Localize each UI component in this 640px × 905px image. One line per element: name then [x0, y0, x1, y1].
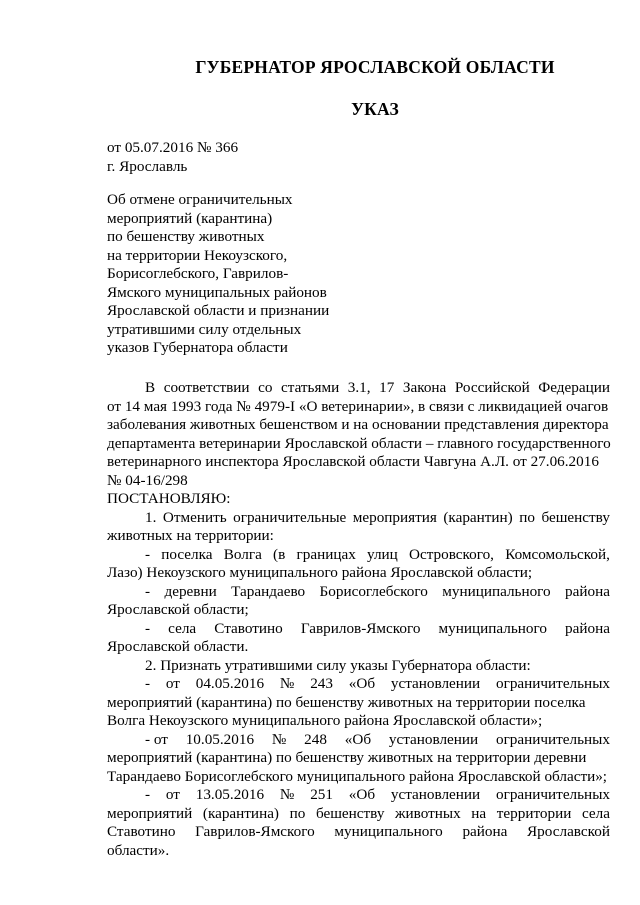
item1-sub-line	[107, 620, 610, 639]
item2-sub-line	[107, 675, 610, 694]
word: - от	[145, 730, 168, 748]
word: установлении	[388, 730, 479, 748]
word: «Об	[348, 786, 376, 803]
word: бешенству	[541, 508, 610, 526]
word: 13.05.2016	[195, 786, 265, 803]
word: улиц	[367, 545, 398, 563]
item2-sub-line: Тарандаево Борисоглебского муниципального района Ярославской области»;	[107, 767, 608, 785]
item1-sub-line: Ярославской области.	[107, 638, 249, 655]
word: №	[279, 786, 295, 803]
word: 3.1,	[347, 379, 371, 396]
word: мероприятия	[352, 508, 437, 526]
word: на	[471, 804, 487, 822]
item2-sub-line: области».	[107, 841, 170, 859]
word: муниципального	[334, 823, 443, 840]
subject-line: Ярославской области и признании	[107, 302, 330, 319]
word: Закона	[402, 379, 447, 396]
subject-line: на территории Некоузского,	[107, 246, 288, 264]
item2-sub-line: Волга Некоузского муниципального района Ярославской области»;	[107, 712, 543, 729]
word: -	[145, 582, 151, 600]
word: №	[271, 730, 287, 748]
word: района	[462, 823, 508, 840]
word: района	[565, 619, 610, 637]
word: Гаврилов-Ямского	[195, 823, 315, 840]
word: «Об	[344, 730, 372, 748]
word: 248	[304, 730, 327, 748]
preamble-line: департамента ветеринарии Ярославской области – главного государственного	[107, 434, 611, 452]
word: Федерации	[538, 379, 610, 396]
word: животных	[395, 804, 461, 822]
word: по	[519, 508, 535, 526]
word: установлении	[390, 675, 481, 692]
word: ограничительных	[496, 786, 610, 803]
word: границах	[296, 545, 356, 563]
word: Ставотино	[107, 823, 176, 840]
word: ограничительных	[495, 730, 610, 748]
subject-line: указов Губернатора области	[107, 339, 288, 356]
word: мероприятий	[107, 804, 193, 822]
word: Борисоглебского	[319, 582, 428, 600]
word: В	[145, 379, 156, 396]
word: 17	[379, 379, 395, 396]
decree-body	[107, 379, 610, 860]
word: Комсомольской,	[505, 545, 610, 563]
subject-line: Борисоглебского, Гаврилов-	[107, 265, 289, 282]
item1-line	[107, 509, 610, 528]
word: ограничительные	[233, 508, 347, 526]
word: -	[145, 619, 151, 637]
word: муниципального	[438, 619, 547, 637]
word: -	[145, 545, 151, 563]
authority-title: ГУБЕРНАТОР ЯРОСЛАВСКОЙ ОБЛАСТИ	[195, 57, 555, 77]
word: 1.	[145, 508, 157, 526]
word: от	[165, 786, 180, 803]
word: по	[289, 804, 306, 822]
doc-type-title: УКАЗ	[351, 99, 399, 119]
item2-sub-line	[107, 823, 610, 842]
item2-line: 2. Признать утратившими силу указы Губернатора области:	[145, 656, 531, 674]
word: 04.05.2016	[195, 675, 265, 692]
date-number: от 05.07.2016 № 366	[107, 139, 239, 156]
word: «Об	[348, 675, 376, 692]
word: №	[279, 675, 295, 692]
word: Волга	[223, 545, 262, 563]
word: соответствии	[163, 379, 250, 396]
word: села	[581, 804, 610, 822]
item2-sub-line	[107, 786, 610, 805]
item1-sub-line: Лазо) Некоузского муниципального района Ярославской области;	[107, 564, 533, 581]
word: поселка	[161, 545, 213, 563]
item2-sub-line	[107, 805, 610, 824]
word: -	[145, 675, 151, 692]
word: Ярославской	[527, 823, 610, 840]
subject-line: по бешенству животных	[107, 228, 265, 245]
word: статьями	[281, 379, 340, 396]
word: Гаврилов-Ямского	[300, 619, 421, 637]
word: (карантин)	[443, 508, 513, 526]
item1-line: животных на территории:	[107, 527, 274, 544]
preamble-line: заболевания животных бешенством и на основании представления директора	[107, 416, 609, 433]
word: Островского,	[409, 545, 494, 563]
subject-line: Об отмене ограничительных	[107, 191, 293, 208]
word: 243	[310, 675, 333, 692]
decree-word: ПОСТАНОВЛЯЮ:	[107, 490, 231, 507]
subject-line: утратившими силу отдельных	[107, 320, 302, 338]
word: территории	[496, 804, 572, 822]
item2-sub-line: мероприятий (карантина) по бешенству животных на территории поселка	[107, 693, 586, 711]
word: бешенству	[315, 804, 385, 822]
item2-sub-line: мероприятий (карантина) по бешенству животных на территории деревни	[107, 749, 587, 766]
word: -	[145, 786, 151, 803]
item1-sub-line	[107, 546, 610, 565]
preamble-line: № 04-16/298	[107, 471, 188, 489]
word: муниципального	[442, 582, 551, 600]
subject-line: Ямского муниципальных районов	[107, 283, 327, 301]
subject-line: мероприятий (карантина)	[107, 209, 273, 227]
word: Отменить	[162, 508, 227, 526]
word: Ставотино	[214, 619, 283, 637]
preamble-line	[107, 379, 610, 398]
word: 251	[310, 786, 333, 803]
word: ограничительных	[496, 675, 610, 692]
word: (карантина)	[202, 804, 279, 822]
word: Российской	[454, 379, 530, 396]
word: от	[165, 675, 180, 692]
city: г. Ярославль	[107, 157, 188, 175]
word: установлении	[390, 786, 481, 803]
subject-block	[107, 191, 387, 358]
word: деревни	[164, 582, 217, 600]
item1-sub-line: Ярославской области;	[107, 601, 249, 618]
word: района	[565, 582, 610, 600]
document-meta	[107, 139, 238, 176]
word: (в	[273, 545, 286, 563]
item2-sub-line	[107, 731, 610, 750]
word: села	[168, 619, 197, 637]
word: Тарандаево	[231, 582, 306, 600]
item1-sub-line	[107, 583, 610, 602]
word: со	[258, 379, 273, 396]
preamble-line: от 14 мая 1993 года № 4979-I «О ветеринарии», в связи с ликвидацией очагов	[107, 397, 609, 415]
preamble-line: ветеринарного инспектора Ярославской области Чавгуна А.Л. от 27.06.2016	[107, 453, 599, 470]
word: 10.05.2016	[185, 730, 255, 748]
